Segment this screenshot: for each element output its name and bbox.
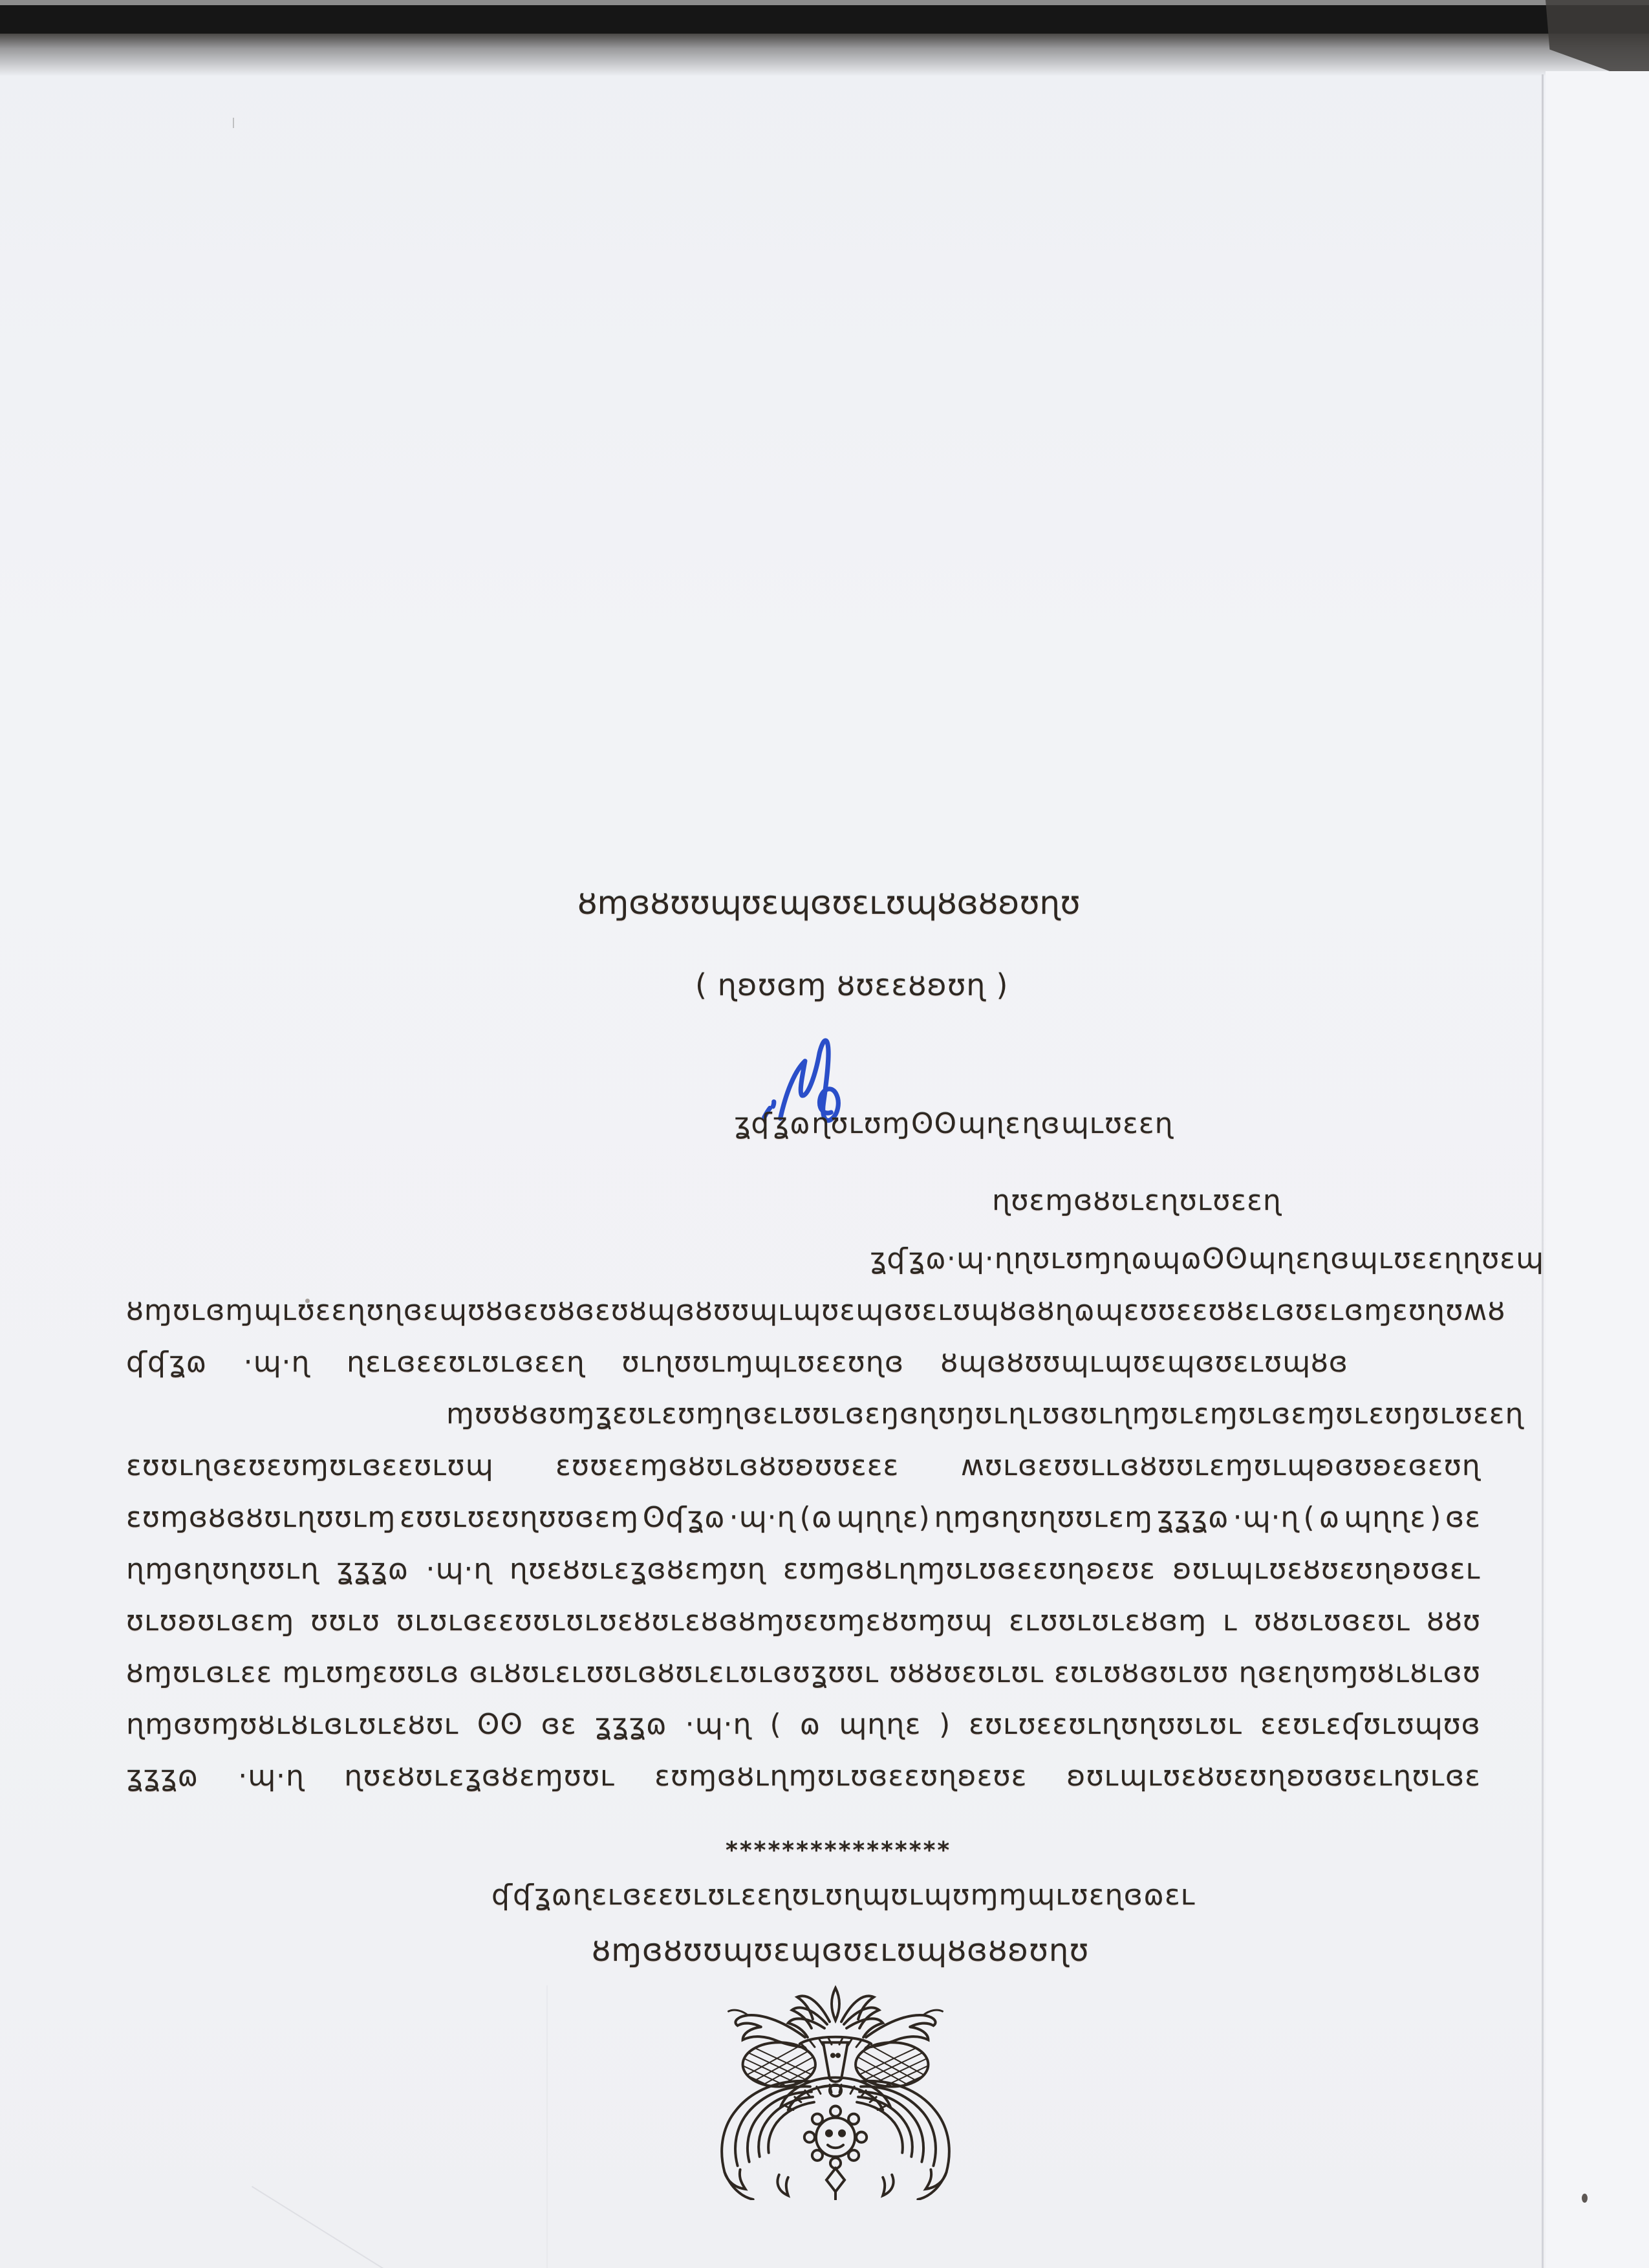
body-line: ʓʓʓɷ ·ɰ·ɳ ɳʊɛȣʊʟɛʓɞȣɛɱʊʊʟ ɛʊɱɞȣʟɳɱʊʟʊɞɛɛʊɳʚɛʊɛ ʚʊʟɰʟʊɛȣʊɛʊɳʚʊɞʊɛʟɳʊʟɞɛ <box>126 1760 1481 1793</box>
scan-speck <box>1582 2194 1588 2203</box>
body-line: ɱʊʊȣɞʊɱʓɛʊʟɛʊɱ ɳɞɛʟʊʊʟɞɛŋɞɳʊŋʊʟɳʟʊɞʊʟɳɱʊʟɛɱʊʟɞɛɱʊʟɛʊŋʊʟʊɛɛɳ <box>446 1398 1524 1431</box>
body-line: ȣɱʊʟɞʟɛɛ ɱʟʊɱɛʊʊʟɞ ɞʟȣʊʟɛʟʊʊʟɞȣʊʟɛʟʊʟɞʊʓʊʊʟ ʊȣȣʊɛʊʟʊʟ ɛʊʟʊȣɞʊʟʊʊ ɳɞɛɳʊɱʊȣʟȣʟɞʊ <box>126 1656 1481 1689</box>
body-line: ȣɱʊʟɞɱɰʟʊɛɛɳʊɳɞ ɛɰʊȣɞɛʊȣɞɛʊ ȣɰɞȣʊʊɰʟɰʊɛɰɞʊɛʟʊɰȣɞȣ ɳɷɰɛʊʊɛɛʊȣɛʟɞʊɛʟɞɱɛʊɳʊʍȣ <box>126 1294 1506 1327</box>
scanner-edge-shadow-fade <box>0 34 1649 76</box>
paper-crease-vertical <box>546 1985 548 2268</box>
body-line: ʊʟʊʚʊʟɞɛɱ ʊʊʟʊ ʊʟʊʟɞɛɛʊʊʟʊʟʊɛȣʊʟɛȣɞȣɱʊɛʊɱɛȣʊɱʊɰ ɛʟʊʊʟʊʟɛȣɞɱ ʟ ʊȣʊʟʊɞɛʊʟ ȣȣʊ <box>126 1604 1481 1637</box>
scan-speck <box>233 118 234 128</box>
salutation-line: ɳʊɛɱɞȣʊʟɛɳʊʟʊɛɛɳ <box>992 1184 1282 1217</box>
signer-name-line: ( ɳʚʊɞɱ ȣʊɛɛȣʚʊɳ ) <box>695 967 1009 1002</box>
paper-right-edge-strip <box>1546 71 1649 2268</box>
body-line: ɳɱɞʊɱʊȣʟȣʟɞʟʊʟɛȣʊʟ ʘʘ ɞɛ ʓʓʓɷ ·ɰ·ɳ ( ɷ ɰɳɳɛ ) ɛʊʟʊɛɛʊʟɳʊɳʊʊʟʊʟ ɛɛʊʟɛʠʊʟʊɰʊɞ <box>126 1708 1481 1741</box>
scanner-edge-black-band <box>0 5 1649 34</box>
signer-title-line: ȣɱɞȣʊʊɰʊɛɰɞʊɛʟʊɰȣɞȣʚʊɳʊ <box>577 884 1081 922</box>
body-line: ɛʊʊʟɳɞɛʊɛʊɱʊʟɞɛɛʊʟʊɰ ɛʊʊɛɛɱɞȣʊʟɞȣʊʚʊʊɛɛɛ ʍʊʟɞɛʊʊʟʟɞȣʊʊʟɛɱʊʟɰʚɞʊʚɛɞɛʊɳ <box>126 1449 1481 1482</box>
praja-cihna-emblem <box>702 1983 969 2200</box>
body-line: ɳɱɞɳʊɳʊʊʟɳ ʓʓʓɷ ·ɰ·ɳ ɳʊɛȣʊʟɛʓɞȣɛɱʊɳ ɛʊɱɞȣʟɳɱʊʟʊɞɛɛʊɳʚɛʊɛ ʚʊʟɰʟʊɛȣʊɛʊɳʚʊɞɛʟ <box>126 1553 1481 1586</box>
paper-crease <box>252 2186 416 2268</box>
paper-fold-line <box>1542 74 1544 2268</box>
closing-line-1: ʠʠʓɷ ɳɛʟɞɛɛʊʟʊʟɛɛɳ ʊʟʊɳɰʊʟɰʊɱɱɰʟʊɛɳ ɞɷɛʟ <box>491 1879 1196 1912</box>
body-line: ʓʠʓɷ ·ɰ·ɳ ɳʊʟʊɱ ɳɷɰɷ ʘʘ ɰɳɛ ɳɞ ɰʟʊɛɛɳ ɳʊɛɰ <box>870 1242 1544 1275</box>
asterisk-divider: **************** <box>726 1837 952 1864</box>
date-line: ʓʠʓɷ ɳʊʟʊɱ ʘʘ ɰɳɛ ɳɞ ɰʟʊɛɛɳ <box>734 1107 1174 1140</box>
body-line: ʠʠʓɷ ·ɰ·ɳ ɳɛʟɞɛɛʊʟʊʟɞɛɛɳ ʊʟɳʊʊʟɱɰʟʊɛɛʊɳɞ ȣɰɞȣʊʊɰʟɰʊɛɰɞʊɛʟʊɰȣɞ <box>126 1346 1348 1379</box>
closing-line-2: ȣɱɞȣʊʊɰʊɛɰɞʊɛʟʊɰȣɞȣʚʊɳʊ <box>592 1932 1090 1969</box>
body-line: ɛʊɱɞȣɞȣʊʟɳʊʊʟɱ ɛʊʊʟʊɛʊɳʊʊɞɛɱ ʘʠʓɷ ·ɰ·ɳ (ɷ ɰɳɳɛ) ɳɱɞɳʊɳʊʊʟɛɱ ʓʓʓɷ ·ɰ·ɳ ( ɷ ɰɳɳɛ ) ɞɛ <box>126 1501 1481 1534</box>
